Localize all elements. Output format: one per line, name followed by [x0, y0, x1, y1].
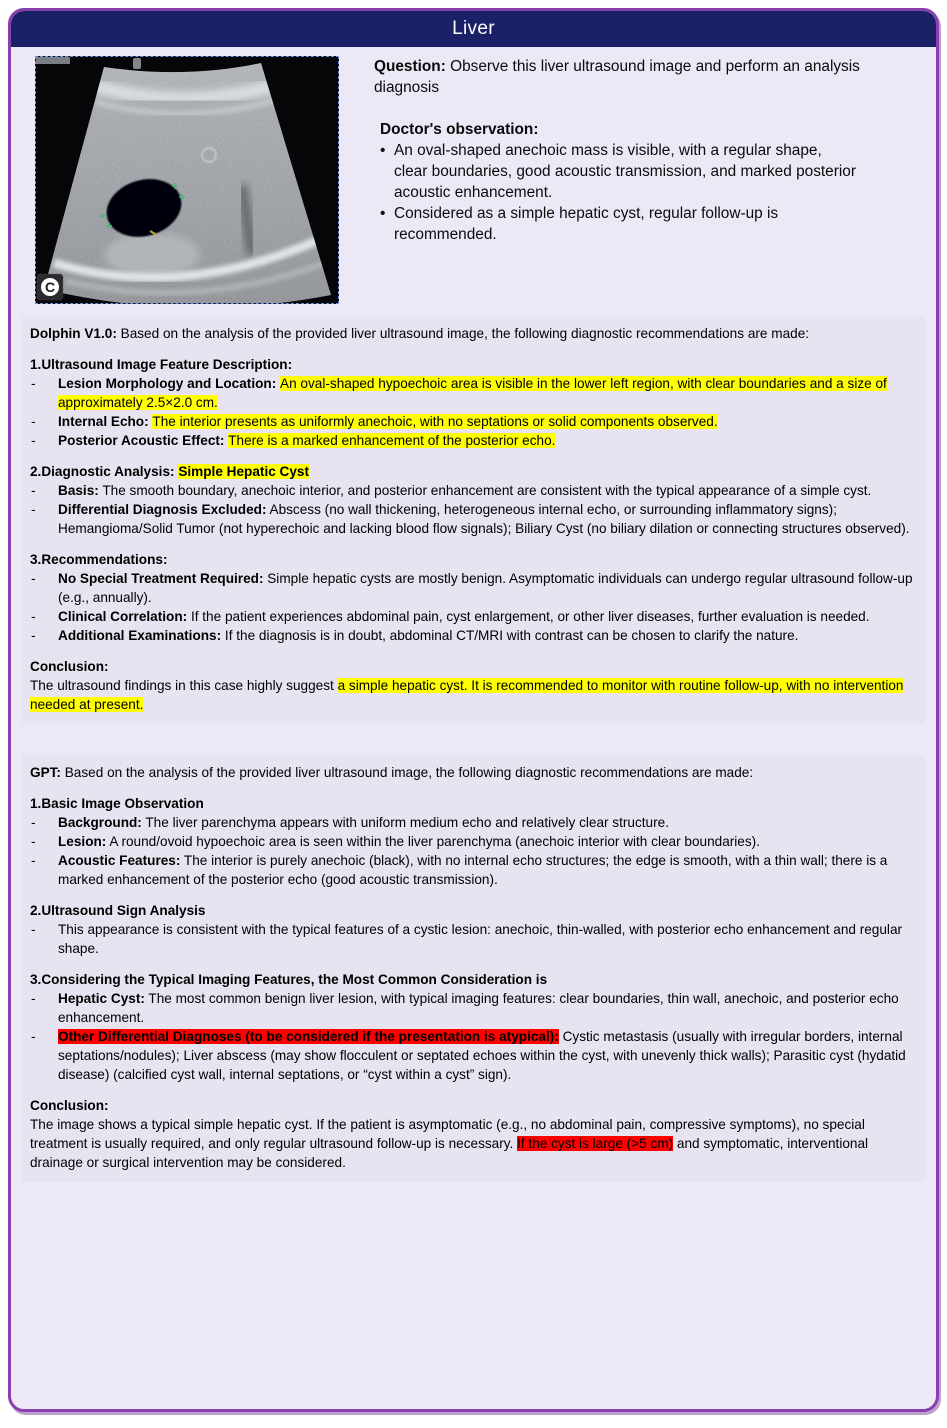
spacer: [22, 343, 915, 355]
list-item: - Lesion: A round/ovoid hypoechoic area is seen within the liver parenchyma (anechoic interior with clear boundaries).: [31, 834, 760, 849]
top-section: [35, 56, 936, 304]
spacer: [22, 450, 915, 462]
list-item: - Posterior Acoustic Effect: There is a marked enhancement of the posterior echo.: [31, 433, 556, 448]
bullet-marker: -: [31, 609, 36, 624]
paragraph: Dolphin V1.0: Based on the analysis of the provided liver ultrasound image, the following diagnostic recommendations are made:: [30, 326, 810, 341]
paragraph: 2.Ultrasound Sign Analysis: [30, 903, 206, 918]
paragraph: The ultrasound findings in this case highly suggest a simple hepatic cyst. It is recommended to monitor with routine follow-up, with no intervention needed at present.: [30, 678, 904, 712]
dolphin-response-text: [22, 324, 915, 714]
paragraph: Conclusion:: [30, 659, 109, 674]
list-item: - Acoustic Features: The interior is purely anechoic (black), with no internal echo structures; the edge is smooth, with a thin wall; there is a marked enhancement of the posterior echo (good acoustic transmission).: [31, 853, 888, 887]
bullet-marker: -: [31, 991, 36, 1006]
list-item: - Basis: The smooth boundary, anechoic interior, and posterior enhancement are consistent with the typical appearance of a simple cyst.: [31, 483, 872, 498]
bullet-marker: -: [31, 483, 36, 498]
paragraph: 3.Recommendations:: [30, 552, 168, 567]
list-item: - Lesion Morphology and Location: An oval-shaped hypoechoic area is visible in the lower left region, with clear boundaries and a size of approximately 2.5×2.0 cm.: [31, 376, 887, 410]
list-item: - Hepatic Cyst: The most common benign liver lesion, with typical imaging features: clear boundaries, thin wall, anechoic, and posterior echo enhancement.: [31, 991, 899, 1025]
list-item: - Clinical Correlation: If the patient experiences abdominal pain, cyst enlargement, or other liver diseases, further evaluation is needed.: [31, 609, 870, 624]
paragraph: 3.Considering the Typical Imaging Features, the Most Common Consideration is: [30, 972, 548, 987]
bullet-marker: -: [31, 1029, 36, 1044]
list-item: • An oval-shaped anechoic mass is visible, with a regular shape, clear boundaries, good acoustic transmission, and marked posterior acoustic enhancement.: [380, 142, 856, 201]
bullet-marker: -: [31, 414, 36, 429]
question-text: [374, 56, 914, 304]
figure-header: [11, 11, 936, 47]
spacer: [22, 645, 915, 657]
list-item: - Differential Diagnosis Excluded: Abscess (no wall thickening, heterogeneous internal echo, or surrounding inflammatory signs); Hemangioma/Solid Tumor (not hyperechoic and lacking blood flow signals); Biliary Cyst (no biliary dilation or connecting structures observed).: [31, 502, 910, 536]
spacer: [22, 1084, 915, 1096]
spacer: [374, 98, 914, 119]
bullet-marker: -: [31, 922, 36, 937]
spacer: [22, 889, 915, 901]
list-item: - Background: The liver parenchyma appears with uniform medium echo and relatively clear structure.: [31, 815, 669, 830]
list-item: • Considered as a simple hepatic cyst, regular follow-up is recommended.: [380, 205, 779, 243]
scanner-ui-bar: [36, 57, 70, 64]
bullet-marker: •: [380, 205, 386, 222]
list-item: - No Special Treatment Required: Simple hepatic cysts are mostly benign. Asymptomatic individuals can undergo regular ultrasound follow-up (e.g., annually).: [31, 571, 913, 605]
dolphin-response-panel: [22, 316, 925, 724]
svg-text:C: C: [44, 279, 56, 295]
gpt-response-panel: [22, 755, 925, 1182]
bullet-marker: -: [31, 628, 36, 643]
paragraph: Conclusion:: [30, 1098, 109, 1113]
spacer: [22, 782, 915, 794]
spacer: [22, 958, 915, 970]
list-item: - Additional Examinations: If the diagnosis is in doubt, abdominal CT/MRI with contrast can be chosen to clarify the nature.: [31, 628, 799, 643]
paragraph: GPT: Based on the analysis of the provided liver ultrasound image, the following diagnostic recommendations are made:: [30, 765, 754, 780]
figure-card: [8, 8, 939, 1412]
bullet-marker: -: [31, 376, 36, 391]
paragraph: 2.Diagnostic Analysis: Simple Hepatic Cyst: [30, 464, 310, 479]
paragraph: Doctor's observation:: [380, 121, 539, 138]
list-item: - Other Differential Diagnoses (to be considered if the presentation is atypical): Cystic metastasis (usually with irregular borders, internal septations/nodules); Liver abscess (may show flocculent or septated echoes within the cyst, with unevenly thick walls); Parasitic cyst (hydatid disease) (calcified cyst wall, internal septations, or “cyst within a cyst” sign).: [31, 1029, 906, 1082]
bullet-marker: -: [31, 433, 36, 448]
ultrasound-image[interactable]: [35, 56, 339, 304]
ultrasound-graphic: [36, 57, 338, 303]
bullet-marker: -: [31, 853, 36, 868]
spacer: [22, 538, 915, 550]
probe-marker-icon: [133, 58, 141, 69]
circle-c-logo-icon: [37, 274, 63, 300]
bullet-marker: -: [31, 571, 36, 586]
bullet-marker: -: [31, 834, 36, 849]
paragraph: The image shows a typical simple hepatic cyst. If the patient is asymptomatic (e.g., no abdominal pain, compressive symptoms), no special treatment is usually required, and only regular ultrasound follow-up is necessary. If the cyst is large (>5 cm) and symptomatic, interventional drainage or surgical intervention may be considered.: [30, 1117, 869, 1170]
list-item: - Internal Echo: The interior presents as uniformly anechoic, with no septations or solid components observed.: [31, 414, 718, 429]
bullet-marker: •: [380, 142, 386, 159]
gpt-response-text: [22, 763, 915, 1172]
bullet-marker: -: [31, 815, 36, 830]
paragraph: 1.Ultrasound Image Feature Description:: [30, 357, 293, 372]
paragraph: 1.Basic Image Observation: [30, 796, 204, 811]
list-item: - This appearance is consistent with the typical features of a cystic lesion: anechoic, thin-walled, with posterior echo enhancement and regular shape.: [31, 922, 903, 956]
posterior-enhancement: [104, 233, 200, 277]
page-title: Liver: [452, 18, 495, 39]
paragraph: Question: Observe this liver ultrasound image and perform an analysis diagnosis: [374, 58, 860, 96]
bullet-marker: -: [31, 502, 36, 517]
